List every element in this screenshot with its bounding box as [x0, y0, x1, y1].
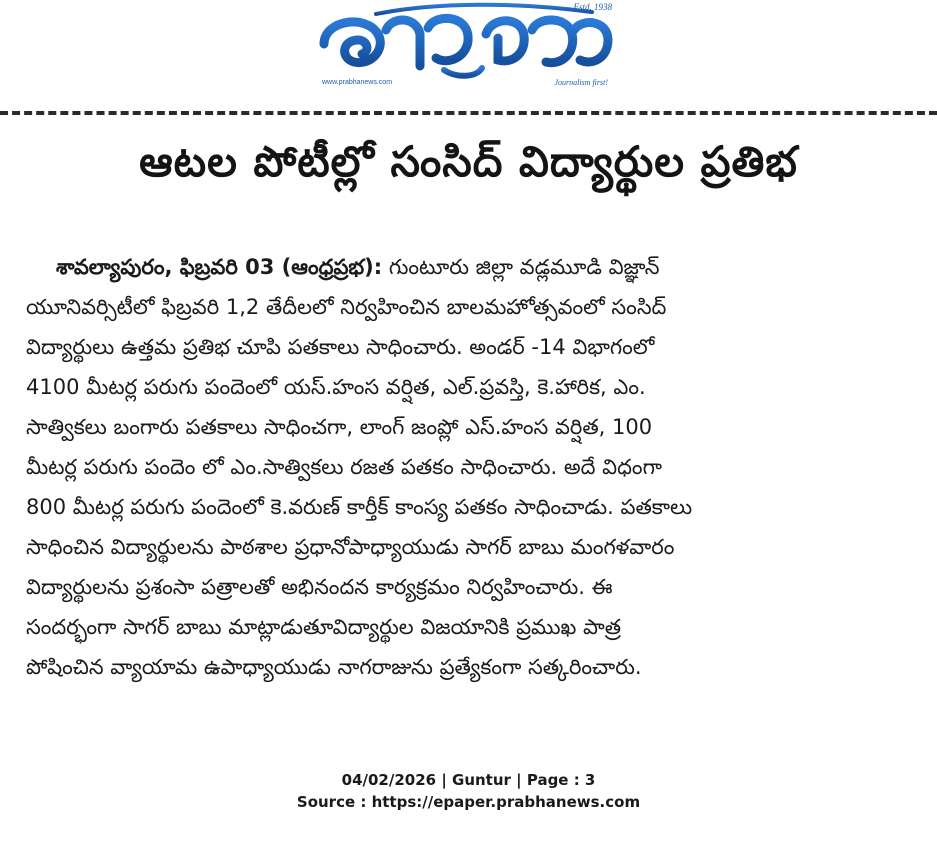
newspaper-logo [316, 0, 616, 92]
masthead [0, 0, 937, 100]
dashed-divider [0, 111, 937, 115]
article-line: విద్యార్థులను ప్రశంసా పత్రాలతో అభినందన కార్యక్రమం నిర్వహించారు. ఈ [26, 575, 613, 599]
article-line: సాత్వికలు బంగారు పతకాలు సాధించగా, లాంగ్ జంప్లో ఎస్.హంస వర్షిత, 100 [26, 415, 653, 439]
article-line: 800 మీటర్ల పరుగు పందెంలో కె.వరుణ్ కార్తీక్ కాంస్య పతకం సాధించాడు. పతకాలు [26, 495, 693, 519]
edition-info: 04/02/2026 | Guntur | Page : 3 [341, 771, 596, 789]
article-line-text: గుంటూరు జిల్లా వడ్లమూడి విజ్ఞాన్ [382, 255, 660, 279]
article-line: యూనివర్సిటీలో ఫిబ్రవరి 1,2 తేదీలలో నిర్వహించిన బాలమహోత్సవంలో సంసిద్ [26, 295, 667, 319]
article-body [26, 247, 906, 687]
masthead-tagline: Journalism first! [554, 78, 608, 87]
article-line: సందర్భంగా సాగర్ బాబు మాట్లాడుతూవిద్యార్థుల విజయానికి ప్రముఖ పాత్ర [26, 615, 622, 639]
article-line [26, 247, 906, 287]
masthead-url[interactable]: www.prabhanews.com [322, 79, 393, 86]
article-line: విద్యార్థులు ఉత్తమ ప్రతిభ చూపి పతకాలు సాధించారు. అండర్ -14 విభాగంలో [26, 335, 655, 359]
article-dateline: శావల్యాపురం, ఫిబ్రవరి 03 (ఆంధ్రప్రభ): [56, 255, 383, 279]
article-line: 4100 మీటర్ల పరుగు పందెంలో యస్.హంస వర్షిత, ఎల్.ప్రవస్తి, కె.హారిక, ఎం. [26, 375, 646, 399]
article-line: పోషించిన వ్యాయామ ఉపాధ్యాయుడు నాగరాజును ప్రత్యేకంగా సత్కరించారు. [26, 655, 642, 679]
article-line: సాధించిన విద్యార్థులను పాఠశాల ప్రధానోపాధ్యాయుడు సాగర్ బాబు మంగళవారం [26, 535, 675, 559]
article-line: మీటర్ల పరుగు పందెం లో ఎం.సాత్వికలు రజత పతకం సాధించారు. అదే విధంగా [26, 455, 662, 479]
source-link[interactable]: Source : https://epaper.prabhanews.com [296, 793, 641, 811]
page-footer [0, 769, 937, 813]
established-year: Estd. 1938 [573, 2, 612, 12]
article-headline: ఆటల పోటీల్లో సంసిద్ విద్యార్థుల ప్రతిభ [139, 137, 798, 186]
